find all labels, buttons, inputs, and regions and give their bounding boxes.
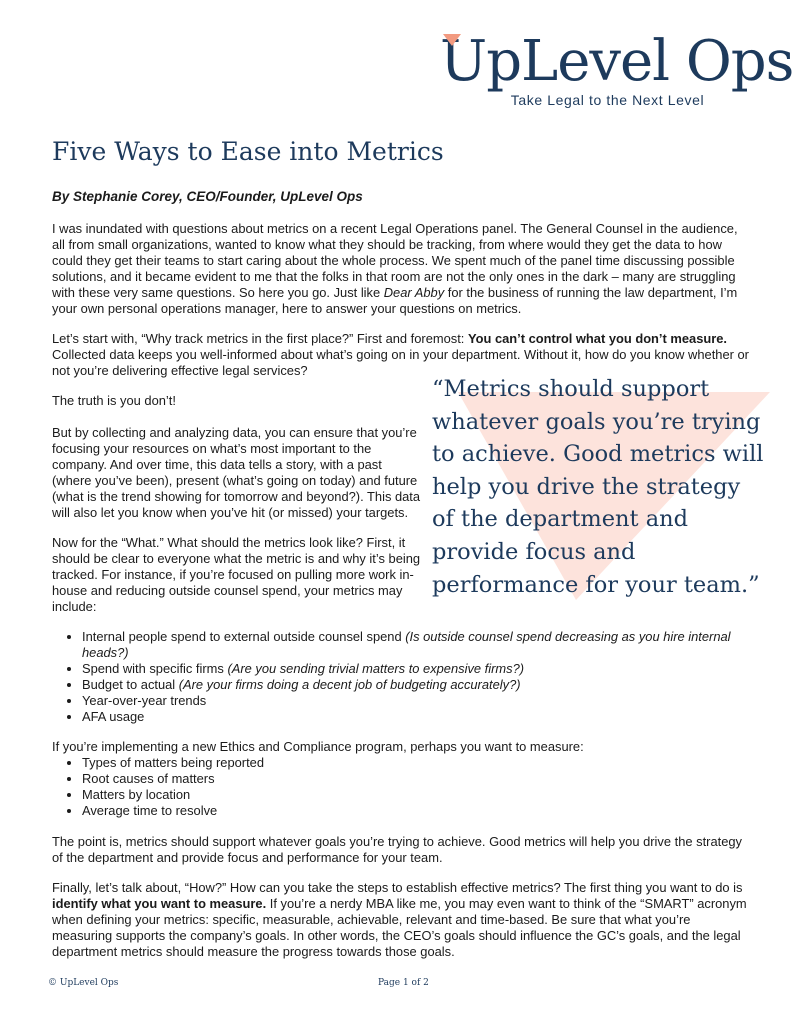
footer-page-number: Page 1 of 2 (378, 978, 429, 988)
list-item: • Spend with specific firms (Are you sending trivial matters to expensive firms?) (82, 661, 752, 677)
collecting-paragraph: But by collecting and analyzing data, you can ensure that you’re focusing your resources on what’s most important to the company. And over time, this data tells a story, with a past (where you’ve been), present (what’s going on today) and future (what is the trend showing for tomorrow and beyond?). This data will also let you know when you’ve hit (or missed) your targets. (52, 425, 421, 520)
why-paragraph: Let’s start with, “Why track metrics in the first place?” First and foremost: You can’t control what you don’t measure. Collected data keeps you well-informed about what’s going on in your department. Without it, how do you know whether or not you’re delivering effective legal services? (52, 331, 749, 378)
what-paragraph: Now for the “What.” What should the metrics look like? First, it should be clear to everyone what the metric is and why it’s being tracked. For instance, if you’re focused on pulling more work in-house and reducing outside counsel spend, your metrics may include: (52, 535, 421, 614)
ethics-list (52, 755, 752, 819)
logo-text: UpLevel Ops (440, 29, 794, 94)
list-item: • Average time to resolve (82, 803, 752, 819)
list-item: • Matters by location (82, 787, 752, 803)
point-paragraph: The point is, metrics should support whatever goals you’re trying to achieve. Good metrics will help you drive the strategy of the department and provide focus and performance for your team. (52, 834, 742, 865)
list-item: • Root causes of matters (82, 771, 752, 787)
footer-copyright: © UpLevel Ops (48, 978, 119, 988)
intro-paragraph: I was inundated with questions about metrics on a recent Legal Operations panel. The General Counsel in the audience, all from small organizations, wanted to know what they should be tracking, from where would they get the data to how could they get their teams to start caring about the whole process. We spent much of the panel time discussing possible solutions, and it became evident to me that the folks in that room are not the only ones in the dark – many are struggling with these very same questions. So here you go. Just like Dear Abby for the business of running the law department, I’m your own personal operations manager, here to answer your questions on metrics. (52, 221, 738, 316)
list-item: • AFA usage (82, 709, 752, 725)
logo (440, 29, 794, 108)
metrics-list (52, 629, 752, 725)
logo-wordmark (440, 29, 794, 94)
byline: By Stephanie Corey, CEO/Founder, UpLevel Ops (52, 189, 363, 204)
list-item: • Internal people spend to external outside counsel spend (Is outside counsel spend decreasing as you hire internal heads?) (82, 629, 752, 661)
truth-paragraph: The truth is you don’t! (52, 393, 176, 408)
logo-tagline: Take Legal to the Next Level (510, 92, 705, 108)
logo-accent-mark (443, 34, 461, 46)
how-paragraph: Finally, let’s talk about, “How?” How can you take the steps to establish effective metrics? The first thing you want to do is identify what you want to measure. If you’re a nerdy MBA like me, you may even want to think of the “SMART” acronym when defining your metrics: specific, measurable, achievable, relevant and time-based. Be sure that what you’re measuring supports the company’s goals. In other words, the CEO’s goals should influence the GC’s goals, and the legal department metrics should measure the progress towards those goals. (52, 880, 747, 959)
page-title: Five Ways to Ease into Metrics (52, 137, 444, 166)
list-item: • Budget to actual (Are your firms doing a decent job of budgeting accurately?) (82, 677, 752, 693)
list-item: • Year-over-year trends (82, 693, 752, 709)
pull-quote: “Metrics should support whatever goals you’re trying to achieve. Good metrics will help you drive the strategy of the department and provide focus and performance for your team.” (432, 376, 764, 598)
list-item: • Types of matters being reported (82, 755, 752, 771)
ethics-intro: If you’re implementing a new Ethics and Compliance program, perhaps you want to measure: (52, 739, 584, 754)
